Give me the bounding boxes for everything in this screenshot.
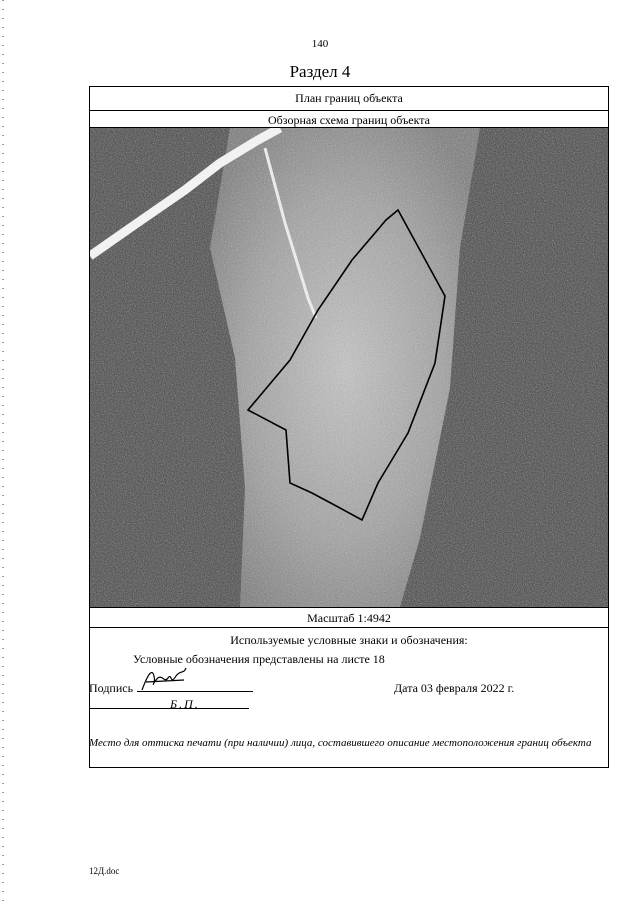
stamp-place-note: Место для оттиска печати (при наличии) лица, составившего описание местоположения границ объекта — [89, 737, 592, 749]
signature-label: Подпись — [89, 681, 134, 695]
document-date: Дата 03 февраля 2022 г. — [394, 681, 515, 695]
scan-edge — [2, 0, 4, 905]
divider — [89, 607, 609, 608]
map-scale: Масштаб 1:4942 — [307, 611, 391, 625]
signature-initials: Б.П. — [170, 697, 200, 711]
page-number: 140 — [311, 38, 329, 50]
footer-file-name: 12Д.doc — [89, 866, 120, 876]
handwritten-signature — [140, 664, 188, 694]
legend-title: Используемые условные знаки и обозначения: — [230, 633, 468, 647]
table-subheader: Обзорная схема границ объекта — [268, 113, 430, 127]
divider — [89, 627, 609, 628]
table-header: План границ объекта — [295, 91, 403, 105]
signature-decoding-line — [89, 708, 249, 709]
legend-note: Условные обозначения представлены на листе 18 — [133, 652, 385, 666]
section-title: Раздел 4 — [289, 62, 351, 81]
divider — [89, 110, 609, 111]
aerial-photo-map — [90, 128, 608, 607]
